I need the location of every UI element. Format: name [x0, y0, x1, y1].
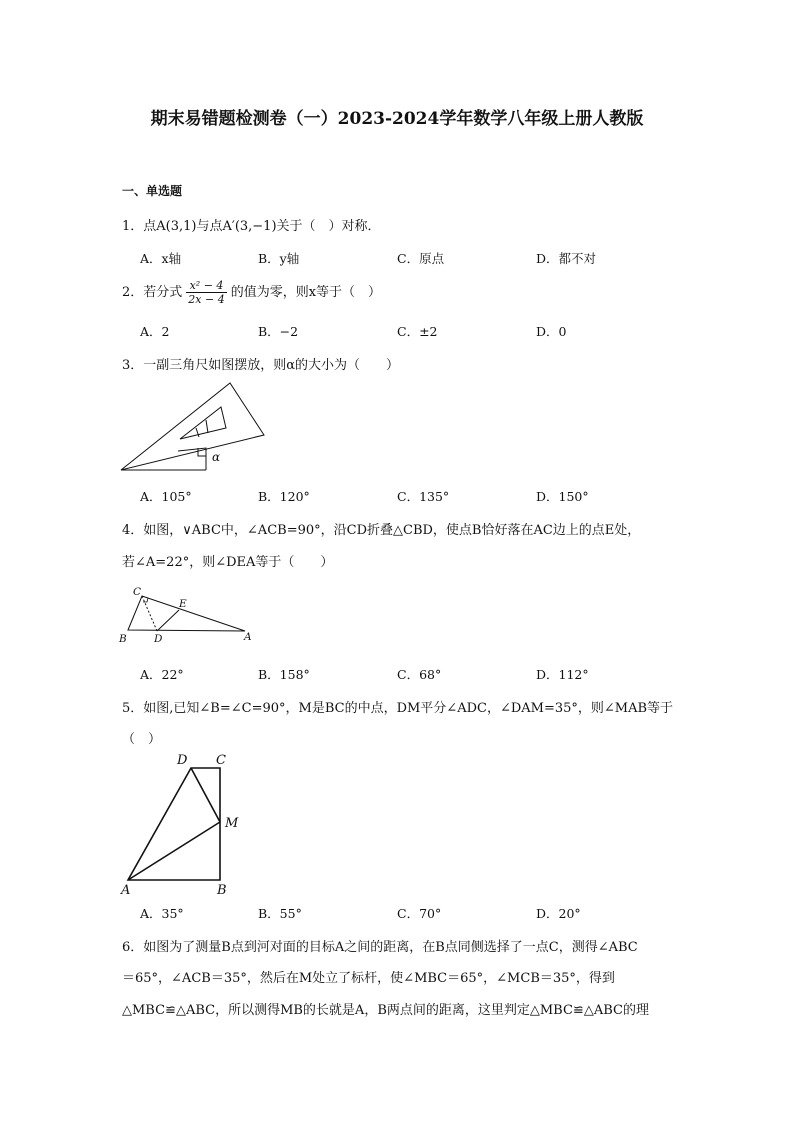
question-5-figure-quadrilateral: [115, 748, 255, 898]
question-5-line-2: （ ）: [122, 732, 162, 747]
question-2-option-d[interactable]: D．0: [536, 324, 567, 339]
fraction-numerator: x² − 4: [186, 279, 226, 293]
question-3-text: 3．一副三角尺如图摆放，则α的大小为（ ）: [122, 358, 400, 373]
label-c: C: [133, 586, 142, 598]
question-2-prefix: 2．若分式: [122, 285, 183, 300]
question-6-line-1: 6．如图为了测量B点到河对面的目标A之间的距离，在B点同侧选择了一点C，测得∠ABC: [122, 940, 638, 955]
question-5-option-a[interactable]: A．35°: [140, 906, 184, 921]
question-1-option-c[interactable]: C．原点: [397, 251, 445, 266]
question-1-option-a[interactable]: A．x轴: [140, 251, 182, 266]
question-5-option-b[interactable]: B．55°: [258, 906, 302, 921]
question-6-line-2: ＝65°，∠ACB＝35°，然后在M处立了标杆，使∠MBC＝65°，∠MCB＝35°，得到: [122, 971, 615, 986]
question-4-figure-fold: [115, 580, 265, 648]
question-2-fraction: [186, 279, 226, 306]
cutout-tick-2: [206, 420, 208, 433]
question-3-option-a[interactable]: A．105°: [140, 489, 192, 504]
alpha-label: α: [212, 450, 221, 464]
question-1-option-d[interactable]: D．都不对: [536, 251, 597, 266]
question-4-option-c[interactable]: C．68°: [397, 667, 442, 682]
question-4-option-d[interactable]: D．112°: [536, 667, 589, 682]
fraction-denominator: 2x − 4: [188, 293, 225, 306]
question-3-option-d[interactable]: D．150°: [536, 489, 589, 504]
label-d: D: [177, 753, 188, 768]
fold-line-cd: [142, 596, 157, 631]
page-title: 期末易错题检测卷（一）2023-2024学年数学八年级上册人教版: [150, 109, 644, 129]
question-3-option-b[interactable]: B．120°: [258, 489, 310, 504]
label-b: B: [119, 633, 127, 645]
question-1-text: 1．点A(3,1)与点A′(3,−1)关于（ ）对称．: [122, 219, 381, 234]
segment-am: [128, 822, 220, 880]
label-b: B: [217, 883, 227, 898]
large-triangle-ruler: [121, 383, 264, 470]
label-c: C: [216, 753, 226, 768]
label-e: E: [179, 598, 187, 610]
label-d: D: [154, 633, 163, 645]
question-5-option-d[interactable]: D．20°: [536, 906, 581, 921]
segment-dm: [191, 768, 220, 822]
question-4-line-2: 若∠A=22°，则∠DEA等于（ ）: [122, 555, 334, 570]
question-2-option-c[interactable]: C．±2: [397, 324, 438, 339]
question-3-option-c[interactable]: C．135°: [397, 489, 450, 504]
question-4-option-a[interactable]: A．22°: [140, 667, 184, 682]
question-4-line-1: 4．如图，∨ABC中，∠ACB=90°，沿CD折叠△CBD，使点B恰好落在AC边上的点E处，: [122, 523, 641, 538]
label-m: M: [225, 816, 239, 831]
cutout-tick-1: [196, 428, 199, 437]
question-1-option-b[interactable]: B．y轴: [258, 251, 300, 266]
segment-de: [157, 610, 179, 631]
question-5-option-c[interactable]: C．70°: [397, 906, 442, 921]
question-2-text: [122, 279, 381, 306]
question-5-line-1: 5．如图,已知∠B=∠C=90°，M是BC的中点，DM平分∠ADC，∠DAM=35°，则∠MAB等于: [122, 701, 674, 716]
question-6-line-3: △MBC≌△ABC，所以测得MB的长就是A，B两点间的距离，这里判定△MBC≌△ABC的理: [122, 1003, 649, 1018]
small-triangle-ruler: [178, 448, 206, 470]
quadrilateral-abcd: [128, 768, 220, 880]
question-2-suffix: 的值为零，则x等于（ ）: [230, 285, 382, 300]
question-3-figure-triangle-rulers: [118, 380, 268, 475]
question-2-option-a[interactable]: A．2: [140, 324, 170, 339]
label-a: A: [244, 631, 252, 643]
triangle-cutout: [180, 407, 226, 439]
label-a: A: [121, 883, 131, 898]
section-heading-single-choice: 一、单选题: [122, 184, 183, 198]
question-4-option-b[interactable]: B．158°: [258, 667, 310, 682]
question-2-option-b[interactable]: B．−2: [258, 324, 299, 339]
